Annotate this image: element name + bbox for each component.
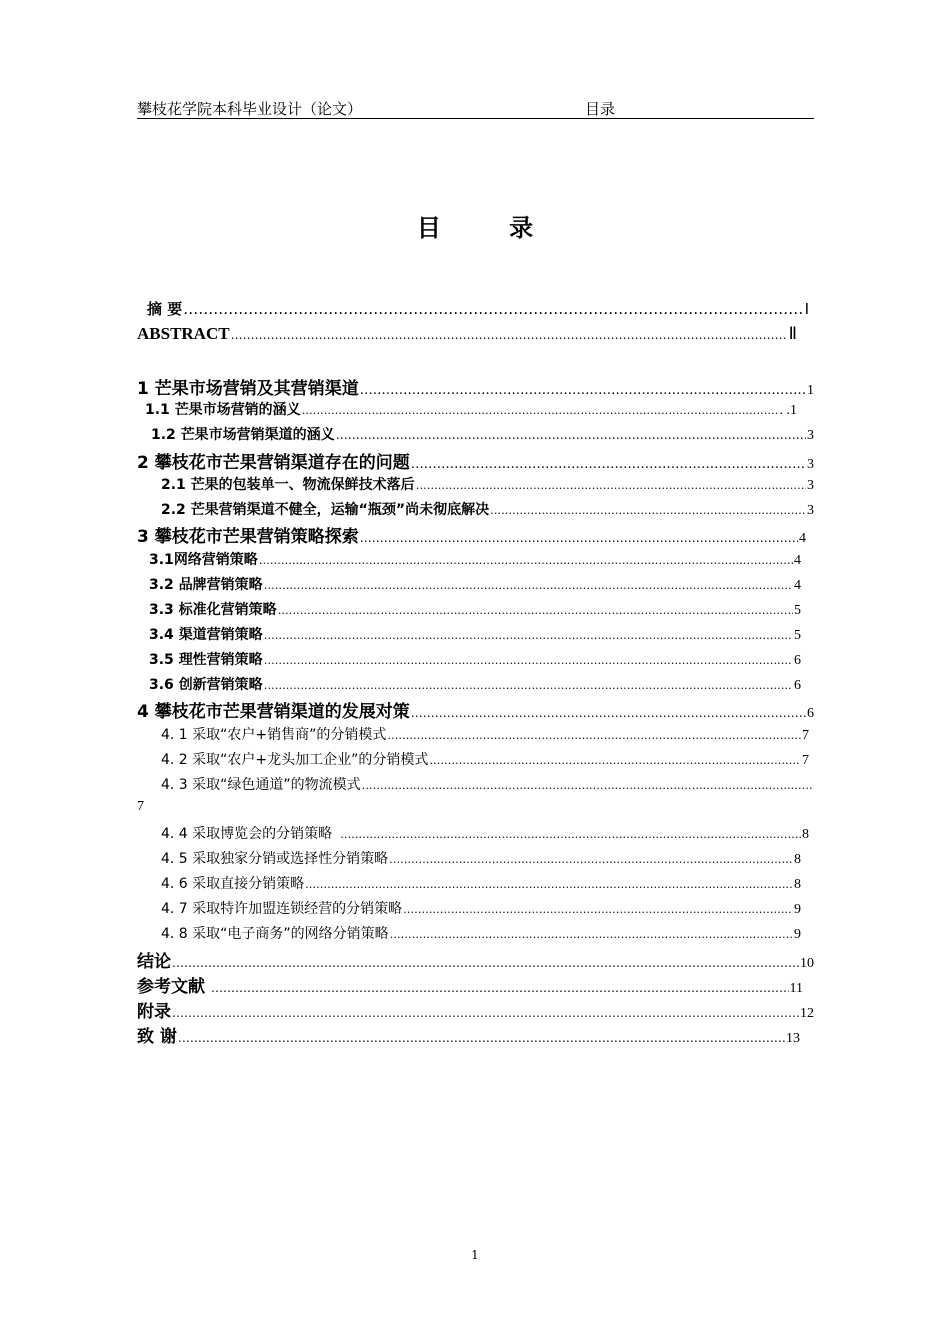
- toc-entry-3-4[interactable]: 3.4 渠道营销策略 …………………………………………………………………………………………………………………………………………………………………………………………………………………………………………………………………………………… 5: [149, 624, 801, 644]
- page-number: 1: [471, 1248, 479, 1262]
- toc-entry-chapter-1[interactable]: 1 芒果市场营销及其营销渠道 …………………………………………………………………………………………………………………………………………………………………………………………………………………………………………………………………………………… 1: [137, 374, 814, 399]
- toc-entry-1-2[interactable]: 1.2 芒果市场营销渠道的涵义 …………………………………………………………………………………………………………………………………………………………………………………………………………………………………………………………………………………… 3: [151, 424, 814, 444]
- toc-entry-chapter-4[interactable]: 4 攀枝花市芒果营销渠道的发展对策 …………………………………………………………………………………………………………………………………………………………………………………………………………………………………………………………………………………… 6: [137, 697, 814, 722]
- toc-entry-abstract-en[interactable]: ABSTRACT …………………………………………………………………………………………………………………………………………………………………………………………………………………………………………………………………………………… Ⅱ: [137, 324, 797, 344]
- toc-entry-4-4[interactable]: 4. 4 采取博览会的分销策略 …………………………………………………………………………………………………………………………………………………………………………………………………………………………………………………………………………………… 8: [161, 823, 809, 843]
- toc-entry-3-1[interactable]: 3.1网络营销策略 …………………………………………………………………………………………………………………………………………………………………………………………………………………………………………………………………………………… 4: [149, 549, 801, 569]
- toc-entry-1-1[interactable]: 1.1 芒果市场营销的涵义 …………………………………………………………………………………………………………………………………………………………………………………………………………………………………………………………………………………… . .1: [145, 399, 797, 419]
- toc-entry-conclusion[interactable]: 结论 …………………………………………………………………………………………………………………………………………………………………………………………………………………………………………………………………………………… 10: [137, 947, 814, 972]
- toc-entry-chapter-2[interactable]: 2 攀枝花市芒果营销渠道存在的问题 …………………………………………………………………………………………………………………………………………………………………………………………………………………………………………………………………………………… 3: [137, 448, 814, 473]
- toc-entry-3-5[interactable]: 3.5 理性营销策略 …………………………………………………………………………………………………………………………………………………………………………………………………………………………………………………………………………………… 6: [149, 649, 801, 669]
- toc-entry-3-6[interactable]: 3.6 创新营销策略 …………………………………………………………………………………………………………………………………………………………………………………………………………………………………………………………………………………… 6: [149, 674, 801, 694]
- toc-entry-4-2[interactable]: 4. 2 采取“农户+龙头加工企业”的分销模式 …………………………………………………………………………………………………………………………………………………………………………………………………………………………………………………………………………………… 7: [161, 749, 809, 769]
- toc-entry-4-1[interactable]: 4. 1 采取“农户+销售商”的分销模式 …………………………………………………………………………………………………………………………………………………………………………………………………………………………………………………………………………………… 7: [161, 724, 809, 744]
- header-thesis-title: 攀枝花学院本科毕业设计（论文）: [137, 100, 363, 118]
- toc-entry-3-3[interactable]: 3.3 标准化营销策略 …………………………………………………………………………………………………………………………………………………………………………………………………………………………………………………………………………………… 5: [149, 599, 801, 619]
- toc-entry-4-5[interactable]: 4. 5 采取独家分销或选择性分销策略 …………………………………………………………………………………………………………………………………………………………………………………………………………………………………………………………………………………… 8: [161, 848, 801, 868]
- toc-entry-chapter-3[interactable]: 3 攀枝花市芒果营销策略探索 …………………………………………………………………………………………………………………………………………………………………………………………………………………………………………………………………………………… 4: [137, 522, 806, 547]
- page-title: 目 录: [416, 214, 564, 242]
- toc-entry-abstract-cn[interactable]: 摘 要 …………………………………………………………………………………………………………………………………………………………………………………………………………………………………………………………………………………… Ⅰ: [147, 298, 809, 319]
- toc-entry-2-1[interactable]: 2.1 芒果的包装单一、物流保鲜技术落后 …………………………………………………………………………………………………………………………………………………………………………………………………………………………………………………………………………………… 3: [161, 474, 814, 494]
- toc-entry-4-8[interactable]: 4. 8 采取“电子商务”的网络分销策略 …………………………………………………………………………………………………………………………………………………………………………………………………………………………………………………………………………………… 9: [161, 923, 801, 943]
- header-section-name: 目录: [585, 100, 616, 118]
- toc-entry-4-6[interactable]: 4. 6 采取直接分销策略 …………………………………………………………………………………………………………………………………………………………………………………………………………………………………………………………………………………… 8: [161, 873, 801, 893]
- toc-entry-4-7[interactable]: 4. 7 采取特许加盟连锁经营的分销策略 …………………………………………………………………………………………………………………………………………………………………………………………………………………………………………………………………………………… 9: [161, 898, 801, 918]
- toc-entry-acknowledgements[interactable]: 致 谢 …………………………………………………………………………………………………………………………………………………………………………………………………………………………………………………………………………………… 13: [137, 1022, 800, 1047]
- toc-entry-appendix[interactable]: 附录 …………………………………………………………………………………………………………………………………………………………………………………………………………………………………………………………………………………… 12: [137, 997, 814, 1022]
- toc-entry-4-3[interactable]: 4. 3 采取“绿色通道”的物流模式 ……………………………………………………………………………………………………………………………………………………………………………………………………………………………………………………………………………………: [161, 774, 814, 794]
- toc-entry-3-2[interactable]: 3.2 品牌营销策略 …………………………………………………………………………………………………………………………………………………………………………………………………………………………………………………………………………………… 4: [149, 574, 801, 594]
- toc-entry-2-2[interactable]: 2.2 芒果营销渠道不健全，运输“瓶颈”尚未彻底解决 …………………………………………………………………………………………………………………………………………………………………………………………………………………………………………………………………………………… 3: [161, 499, 814, 519]
- toc-entry-references[interactable]: 参考文献 …………………………………………………………………………………………………………………………………………………………………………………………………………………………………………………………………………………… 11: [137, 972, 803, 997]
- toc-entry-4-3-page: 7: [137, 799, 144, 814]
- page-header: [137, 96, 814, 119]
